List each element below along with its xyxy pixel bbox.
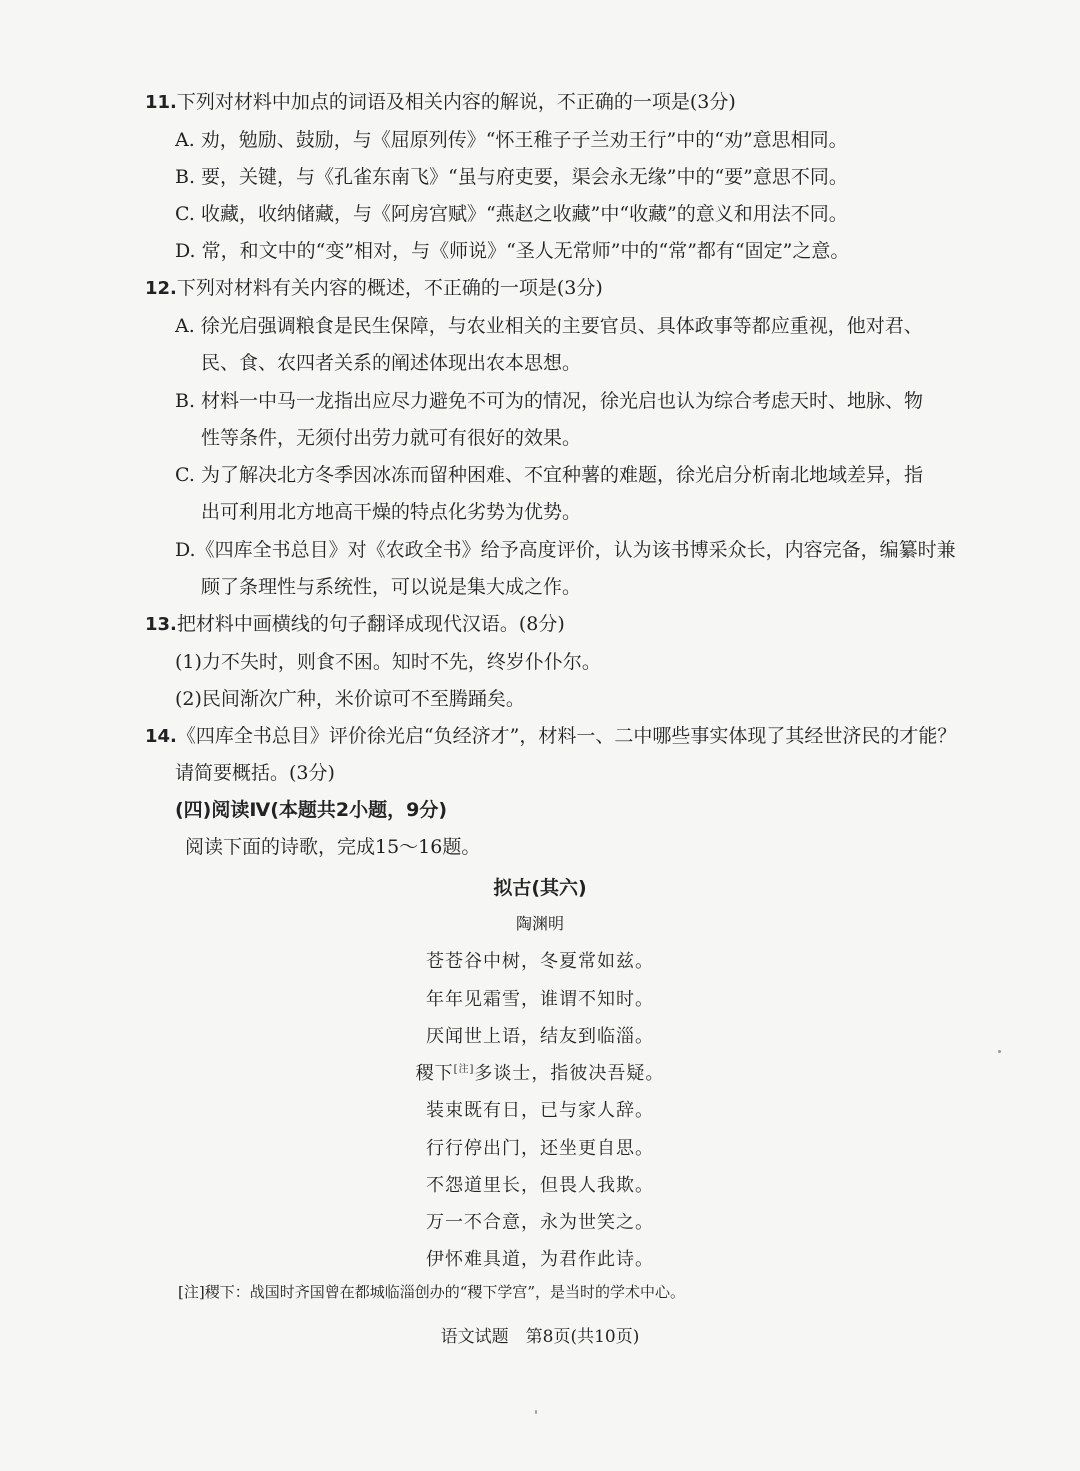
question-number: 13. — [145, 614, 177, 635]
question-13-stem — [145, 612, 965, 637]
q11-option-d: D. 常，和文中的“变”相对，与《师说》“圣人无常师”中的“常”都有“固定”之意。 — [175, 240, 850, 262]
question-11-stem — [145, 90, 965, 115]
question-number: 11. — [145, 92, 177, 113]
q12-option-c-line2: 出可利用北方地高干燥的特点化劣势为优势。 — [201, 501, 582, 523]
q14-stem-line2: 请简要概括。(3分) — [175, 762, 335, 784]
poem-line-6: 行行停出门，还坐更自思。 — [426, 1138, 654, 1159]
poem-footnote: [注]稷下：战国时齐国曾在都城临淄创办的“稷下学宫”，是当时的学术中心。 — [178, 1283, 686, 1301]
q11-option-a: A. 劝，勉励、鼓励，与《屈原列传》“怀王稚子子兰劝王行”中的“劝”意思相同。 — [175, 129, 848, 151]
question-text: 《四库全书总目》评价徐光启“负经济才”，材料一、二中哪些事实体现了其经世济民的才能？ — [176, 725, 957, 747]
poem-title: 拟古(其六) — [493, 877, 587, 899]
scan-speck — [998, 1050, 1001, 1053]
q11-option-c: C. 收藏，收纳储藏，与《阿房宫赋》“燕赵之收藏”中“收藏”的意义和用法不同。 — [175, 203, 848, 225]
poem-line-1: 苍苍谷中树，冬夏常如兹。 — [426, 951, 654, 972]
poem-line-2: 年年见霜雪，谁谓不知时。 — [426, 989, 654, 1010]
poem-line-7: 不怨道里长，但畏人我欺。 — [426, 1175, 654, 1196]
poem-line-9: 伊怀难具道，为君作此诗。 — [426, 1249, 654, 1270]
poem-line-3: 厌闻世上语，结友到临淄。 — [426, 1026, 654, 1047]
q13-item-1: (1)力不失时，则食不困。知时不先，终岁仆仆尔。 — [175, 651, 601, 673]
poem-line-8: 万一不合意，永为世笑之。 — [426, 1212, 654, 1233]
q12-option-c-line1: C. 为了解决北方冬季因冰冻而留种困难、不宜种薯的难题，徐光启分析南北地域差异，指 — [175, 464, 923, 486]
question-text: 把材料中画横线的句子翻译成现代汉语。(8分) — [176, 613, 565, 635]
poem-line-4-rest: 多谈士，指彼决吾疑。 — [474, 1063, 665, 1084]
section-heading: (四)阅读Ⅳ(本题共2小题，9分) — [175, 799, 448, 821]
question-text: 下列对材料中加点的词语及相关内容的解说，不正确的一项是(3分) — [176, 91, 736, 113]
poem-line-4 — [0, 1059, 1080, 1085]
question-14-stem — [145, 724, 965, 749]
q11-option-b: B. 要，关键，与《孔雀东南飞》“虽与府吏要，渠会永无缘”中的“要”意思不同。 — [175, 166, 848, 188]
poem-author: 陶渊明 — [515, 914, 564, 933]
question-text: 下列对材料有关内容的概述，不正确的一项是(3分) — [176, 277, 603, 299]
page-footer: 语文试题 第8页(共10页) — [440, 1327, 640, 1347]
section-instruction: 阅读下面的诗歌，完成15～16题。 — [185, 836, 481, 858]
q13-item-2: (2)民间渐次广种，米价谅可不至腾踊矣。 — [175, 688, 525, 710]
q12-option-a-line1: A. 徐光启强调粮食是民生保障，与农业相关的主要官员、具体政事等都应重视，他对君、 — [175, 315, 923, 337]
q12-option-d-line1: D.《四库全书总目》对《农政全书》给予高度评价，认为该书博采众长，内容完备，编纂时兼 — [175, 539, 956, 561]
poem-line-4-prefix: 稷下 — [415, 1063, 454, 1084]
note-mark: [注] — [453, 1064, 475, 1075]
q12-option-b-line1: B. 材料一中马一龙指出应尽力避免不可为的情况，徐光启也认为综合考虑天时、地脉、物 — [175, 390, 924, 412]
q12-option-a-line2: 民、食、农四者关系的阐述体现出农本思想。 — [201, 352, 582, 374]
q12-option-b-line2: 性等条件，无须付出劳力就可有很好的效果。 — [201, 427, 582, 449]
q12-option-d-line2: 顾了条理性与系统性，可以说是集大成之作。 — [201, 576, 582, 598]
scan-speck — [535, 1410, 537, 1414]
question-12-stem — [145, 276, 965, 301]
question-number: 14. — [145, 726, 177, 747]
question-number: 12. — [145, 278, 177, 299]
poem-line-5: 装束既有日，已与家人辞。 — [426, 1100, 654, 1121]
